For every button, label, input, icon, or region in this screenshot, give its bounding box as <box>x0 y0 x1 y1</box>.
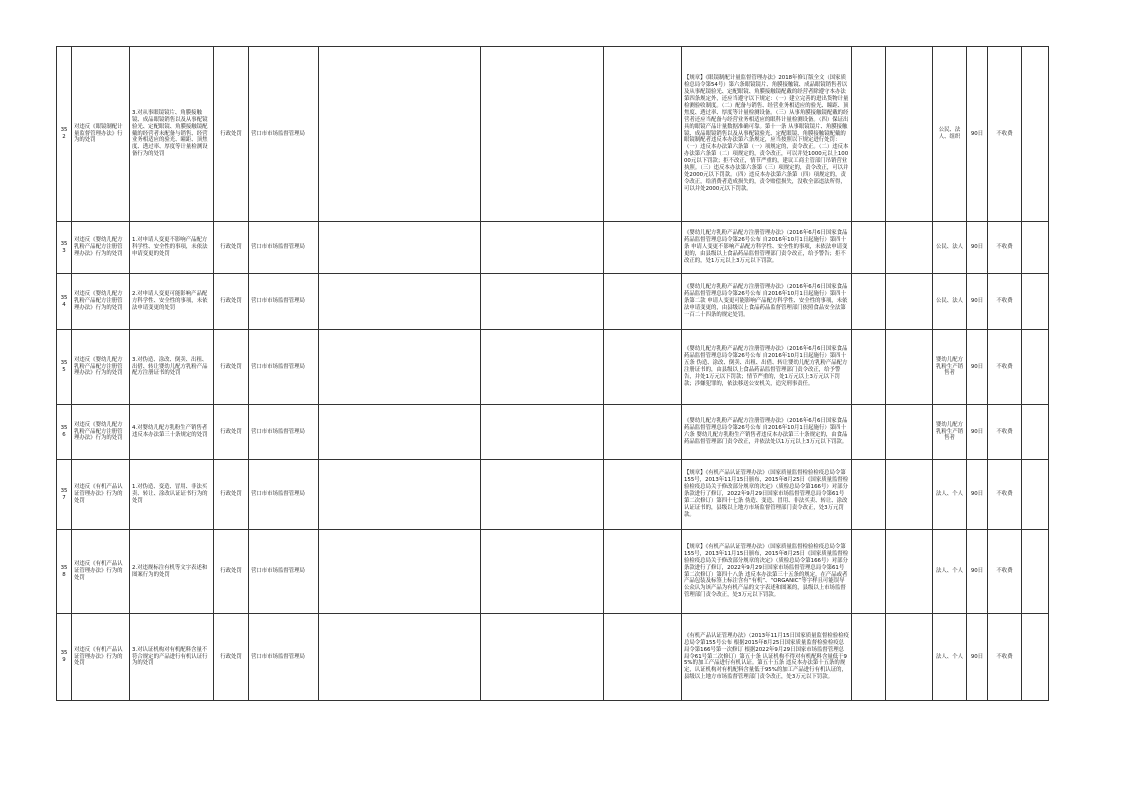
department-cell: 营口市市场监督管理局 <box>249 405 319 460</box>
table-row <box>57 47 1049 222</box>
target-cell: 公民、法人 <box>933 274 967 330</box>
empty-cell <box>1022 222 1049 274</box>
time-limit-cell: 90日 <box>967 460 988 530</box>
department-cell: 营口市市场监督管理局 <box>249 222 319 274</box>
legal-basis-cell: 《婴幼儿配方乳粉产品配方注册管理办法》（2016年6月6日国家食品药品监督管理总局令第26号公布 自2016年10月1日起施行）第四十条 申请人变更不影响产品配方科学性、安全性的事项，未依法申请变更的，由县级以上食品药品监督管理部门责令改正，给予警告；拒不改正的，处1万元以上3万元以下罚款。 <box>682 222 852 274</box>
table-row <box>57 274 1049 330</box>
sub-item-cell: 1.对申请人变更不影响产品配方科学性、安全性的事项，未依法申请变更的处罚 <box>130 222 214 274</box>
empty-cell <box>319 330 481 405</box>
empty-cell <box>481 274 604 330</box>
empty-cell <box>852 405 886 460</box>
empty-cell <box>886 330 933 405</box>
table-row <box>57 222 1049 274</box>
table-row <box>57 460 1049 530</box>
target-cell: 法人、个人 <box>933 530 967 614</box>
empty-cell <box>886 222 933 274</box>
penalty-type-cell: 行政处罚 <box>214 614 249 701</box>
empty-cell <box>852 460 886 530</box>
empty-cell <box>319 405 481 460</box>
department-cell: 营口市市场监督管理局 <box>249 330 319 405</box>
penalty-type-cell: 行政处罚 <box>214 274 249 330</box>
department-cell: 营口市市场监督管理局 <box>249 460 319 530</box>
empty-cell <box>481 47 604 222</box>
empty-cell <box>886 530 933 614</box>
target-cell: 公民、法人 <box>933 222 967 274</box>
target-cell: 法人、个人 <box>933 614 967 701</box>
empty-cell <box>481 222 604 274</box>
fee-cell: 不收费 <box>988 405 1022 460</box>
department-cell: 营口市市场监督管理局 <box>249 614 319 701</box>
department-cell: 营口市市场监督管理局 <box>249 530 319 614</box>
department-cell: 营口市市场监督管理局 <box>249 47 319 222</box>
penalty-table <box>56 46 1049 701</box>
legal-basis-cell: 【规章】《眼镜制配计量监督管理办法》2018年修订版全文（国家质检总局令第54号）第六条眼镜镜片、角膜接触镜、成品眼镜销售者以及从事配镜验光、定配眼镜、角膜接触镜配戴的经营者除遵守本办法第四条规定外，还应当遵守以下规定：（一）建立完善的进出货物计量检测验收制度。（二）配备与销售、经营业务相适应的验光、瞳距、顶焦度、透过率、厚度等计量检测设备。（三）从事角膜接触镜配戴的经营者还应当配备与经营业务相适应的眼科计量检测设备。（四）保证出具的眼镜产品计量数据准确可靠。第十一条 从事眼镜镜片、角膜接触镜、成品眼镜销售以及从事配镜验光、定配眼镜、角膜接触镜配戴的眼镜制配者违反本办法第六条规定，应当按照以下规定进行处罚：（一）违反本办法第六条第（一）项规定的，责令改正。（二）违反本办法第六条第（二）项规定的，责令改正，可以并处1000元以上10000元以下罚款；拒不改正，情节严重的，建议工商主管部门吊销营业执照。（三）违反本办法第六条第（三）项规定的，责令改正，可以并处2000元以下罚款。（四）违反本办法第六条第（四）项规定的，责令改正，给消费者造成损失的，责令赔偿损失，没收全部违法所得，可以并处2000元以下罚款。 <box>682 47 852 222</box>
empty-cell <box>604 460 682 530</box>
fee-cell: 不收费 <box>988 614 1022 701</box>
row-number: 353 <box>57 222 72 274</box>
penalty-type-cell: 行政处罚 <box>214 47 249 222</box>
target-cell: 公民、法人、组织 <box>933 47 967 222</box>
sub-item-cell: 3.对认证机构对有机配料含量不符合规定的产品进行有机认证行为的处罚 <box>130 614 214 701</box>
empty-cell <box>852 330 886 405</box>
penalty-type-cell: 行政处罚 <box>214 530 249 614</box>
item-name-cell: 对违反《婴幼儿配方乳粉产品配方注册管理办法》行为的处罚 <box>72 330 130 405</box>
fee-cell: 不收费 <box>988 222 1022 274</box>
empty-cell <box>852 530 886 614</box>
penalty-type-cell: 行政处罚 <box>214 460 249 530</box>
time-limit-cell: 90日 <box>967 222 988 274</box>
table-row <box>57 330 1049 405</box>
empty-cell <box>886 614 933 701</box>
table-body <box>57 47 1049 701</box>
empty-cell <box>481 405 604 460</box>
penalty-type-cell: 行政处罚 <box>214 222 249 274</box>
legal-basis-cell: 《有机产品认证管理办法》（2013年11月15日国家质量监督检验检疫总局令第155号公布 根据2015年8月25日国家质量监督检验检疫总局令第166号第一次修订 根据2022年9月29日国家市场监督管理总局令61号第二次修订）第五十条 认证机构不得对有机配料含量低于95%的加工产品进行有机认证。第五十五条 违反本办法第十五条的规定，认证机构对有机配料含量低于95%的加工产品进行有机认证的，县级以上地方市场监督管理部门责令改正，处3万元以下罚款。 <box>682 614 852 701</box>
sub-item-cell: 2.对申请人变更可能影响产品配方科学性、安全性的事项，未依法申请变更的处罚 <box>130 274 214 330</box>
time-limit-cell: 90日 <box>967 47 988 222</box>
time-limit-cell: 90日 <box>967 614 988 701</box>
time-limit-cell: 90日 <box>967 274 988 330</box>
empty-cell <box>1022 460 1049 530</box>
item-name-cell: 对违反《有机产品认证管理办法》行为的处罚 <box>72 460 130 530</box>
legal-basis-cell: 《婴幼儿配方乳粉产品配方注册管理办法》（2016年6月6日国家食品药品监督管理总局令第26号公布 自2016年10月1日起施行）第四十条第二款 申请人变更可能影响产品配方科学性、安全性的事项，未依法申请变更的，由县级以上食品药品监督管理部门依照食品安全法第一百二十四条的规定处罚。 <box>682 274 852 330</box>
time-limit-cell: 90日 <box>967 405 988 460</box>
fee-cell: 不收费 <box>988 47 1022 222</box>
empty-cell <box>852 614 886 701</box>
fee-cell: 不收费 <box>988 460 1022 530</box>
target-cell: 婴幼儿配方乳粉生产销售者 <box>933 405 967 460</box>
row-number: 354 <box>57 274 72 330</box>
item-name-cell: 对违反《眼镜制配计量监督管理办法》行为的处罚 <box>72 47 130 222</box>
empty-cell <box>604 222 682 274</box>
fee-cell: 不收费 <box>988 274 1022 330</box>
sub-item-cell: 1.对伪造、变造、冒用、非法买卖、转让、涂改认证证书行为的处罚 <box>130 460 214 530</box>
empty-cell <box>604 405 682 460</box>
table-row <box>57 405 1049 460</box>
penalty-type-cell: 行政处罚 <box>214 330 249 405</box>
time-limit-cell: 90日 <box>967 530 988 614</box>
sub-item-cell: 3.对伪造、涂改、倒卖、出租、出借、转让婴幼儿配方乳粉产品配方注册证书的处罚 <box>130 330 214 405</box>
empty-cell <box>604 614 682 701</box>
target-cell: 法人、个人 <box>933 460 967 530</box>
empty-cell <box>481 530 604 614</box>
empty-cell <box>1022 614 1049 701</box>
row-number: 356 <box>57 405 72 460</box>
table-row <box>57 614 1049 701</box>
legal-basis-cell: 《婴幼儿配方乳粉产品配方注册管理办法》（2016年6月6日国家食品药品监督管理总局令第26号公布 自2016年10月1日起施行）第四十五条 伪造、涂改、倒卖、出租、出借、转让婴幼儿配方乳粉产品配方注册证书的，由县级以上食品药品监督管理部门责令改正，给予警告，并处1万元以下罚款；情节严重的，处1万元以上3万元以下罚款；涉嫌犯罪的，依法移送公安机关，追究刑事责任。 <box>682 330 852 405</box>
empty-cell <box>319 460 481 530</box>
item-name-cell: 对违反《有机产品认证管理办法》行为的处罚 <box>72 530 130 614</box>
fee-cell: 不收费 <box>988 330 1022 405</box>
row-number: 352 <box>57 47 72 222</box>
empty-cell <box>319 614 481 701</box>
fee-cell: 不收费 <box>988 530 1022 614</box>
item-name-cell: 对违反《婴幼儿配方乳粉产品配方注册管理办法》行为的处罚 <box>72 405 130 460</box>
empty-cell <box>481 614 604 701</box>
empty-cell <box>319 222 481 274</box>
empty-cell <box>319 530 481 614</box>
empty-cell <box>852 274 886 330</box>
department-cell: 营口市市场监督管理局 <box>249 274 319 330</box>
empty-cell <box>852 47 886 222</box>
empty-cell <box>604 47 682 222</box>
empty-cell <box>1022 274 1049 330</box>
empty-cell <box>481 460 604 530</box>
time-limit-cell: 90日 <box>967 330 988 405</box>
legal-basis-cell: 【规章】《有机产品认证管理办法》（国家质量监督检验检疫总局令第155号，2013年11月15日颁布，2015年8月25日《国家质量监督检验检疫总局关于修改部分规章的决定》（质检总局令第166号）对部分条款进行了修订，2022年9月29日国家市场监督管理总局令第61号第二次修订）第四十七条 伪造、变造、冒用、非法买卖、转让、涂改认证证书的，县级以上地方市场监督管理部门责令改正，处3万元罚款。 <box>682 460 852 530</box>
empty-cell <box>604 274 682 330</box>
empty-cell <box>319 274 481 330</box>
item-name-cell: 对违反《婴幼儿配方乳粉产品配方注册管理办法》行为的处罚 <box>72 274 130 330</box>
sub-item-cell: 2.对违规标注有机等文字表述和图案行为的处罚 <box>130 530 214 614</box>
table-row <box>57 530 1049 614</box>
empty-cell <box>319 47 481 222</box>
item-name-cell: 对违反《有机产品认证管理办法》行为的处罚 <box>72 614 130 701</box>
row-number: 359 <box>57 614 72 701</box>
legal-basis-cell: 【规章】《有机产品认证管理办法》（国家质量监督检验检疫总局令第155号，2013年11月15日颁布，2015年8月25日《国家质量监督检验检疫总局关于修改部分规章的决定》（质检总局令第166号）对部分条款进行了修订，2022年9月29日国家市场监督管理总局令第61号第二次修订）第四十八条 违反本办法第三十五条的规定，在产品或者产品包装及标签上标注含有“有机”、“ORGANIC”等字样且可能误导公众认为该产品为有机产品的文字表述和图案的，县级以上市场监督管理部门责令改正，处3万元以下罚款。 <box>682 530 852 614</box>
empty-cell <box>1022 405 1049 460</box>
sub-item-cell: 4.对婴幼儿配方乳粉生产销售者违反本办法第三十条规定的处罚 <box>130 405 214 460</box>
row-number: 357 <box>57 460 72 530</box>
empty-cell <box>1022 530 1049 614</box>
empty-cell <box>1022 330 1049 405</box>
empty-cell <box>886 47 933 222</box>
empty-cell <box>604 530 682 614</box>
row-number: 358 <box>57 530 72 614</box>
empty-cell <box>481 330 604 405</box>
row-number: 355 <box>57 330 72 405</box>
sub-item-cell: 3.对从事眼镜镜片、角膜接触镜、成品眼镜销售以及从事配镜验光、定配眼镜、角膜接触镜配戴的经营者未配备与销售、经营业务相适应的验光、瞳距、顶焦度、透过率、厚度等计量检测设备行为的处罚 <box>130 47 214 222</box>
target-cell: 婴幼儿配方乳粉生产销售者 <box>933 330 967 405</box>
item-name-cell: 对违反《婴幼儿配方乳粉产品配方注册管理办法》行为的处罚 <box>72 222 130 274</box>
empty-cell <box>852 222 886 274</box>
empty-cell <box>1022 47 1049 222</box>
empty-cell <box>886 405 933 460</box>
empty-cell <box>604 330 682 405</box>
empty-cell <box>886 274 933 330</box>
empty-cell <box>886 460 933 530</box>
penalty-type-cell: 行政处罚 <box>214 405 249 460</box>
legal-basis-cell: 《婴幼儿配方乳粉产品配方注册管理办法》（2016年6月6日国家食品药品监督管理总局令第26号公布 自2016年10月1日起施行）第四十六条 婴幼儿配方乳粉生产销售者违反本办法第三十条规定的，由食品药品监督管理部门责令改正，并依法处以1万元以上3万元以下罚款。 <box>682 405 852 460</box>
